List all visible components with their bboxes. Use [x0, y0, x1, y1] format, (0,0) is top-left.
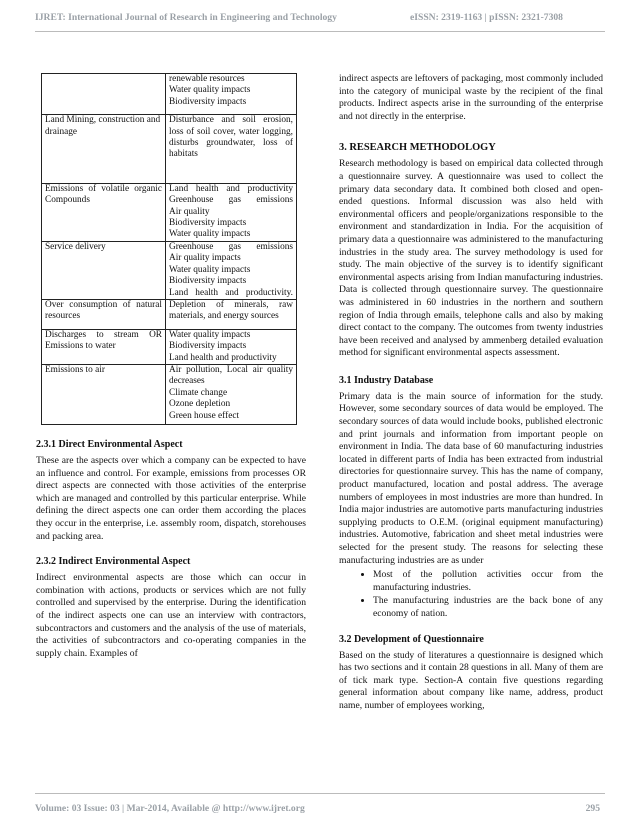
aspect-cell: Land Mining, construction and drainage	[42, 115, 166, 184]
impacts-cell: Water quality impacts Biodiversity impacts Land health and productivity	[166, 329, 297, 364]
aspect-cell: Discharges to stream OR Emissions to water	[42, 329, 166, 364]
section-3-text: Research methodology is based on empirical data collected through a questionnaire survey. A questionnaire was used to collect the primary data secondary data. It combined both closed and open-ended questions. Informal discussion was also held with environmental officers and people/organizations responsible to the environment and standardization in India. For the acquisition of primary data a questionnaire was administered to the manufacturing industries in the study area. The survey methodology is used for study. The main objective of the survey is to identify significant environmental aspects arising from Indian manufacturing industries. Data is collected through questionnaire survey. The questionnaire was administered in 60 industries in the northern and southern region of India through emails, telephone calls and also by making direct contact to the company. The outcomes from twenty industries have been received and analysed by ammenberg detailed evaluation method for significant environmental aspects assessment.	[339, 158, 603, 359]
section-3-2-text: Based on the study of literatures a questionnaire is designed which has two sections and it contain 28 questions in all. Many of them are of tick mark type. Section-A contain five questions regarding general information about company like name, address, product name, number of employees working,	[339, 649, 603, 711]
section-3-1-title: 3.1 Industry Database	[339, 374, 434, 386]
aspect-cell: Over consumption of natural resources	[42, 299, 166, 329]
reasons-list	[339, 569, 603, 620]
page-number: 295	[585, 803, 600, 814]
impacts-cell: Greenhouse gas emissions Air quality impacts Water quality impacts Biodiversity impacts Land health and productivity.	[166, 241, 297, 299]
volume-info: Volume: 03 Issue: 03 | Mar-2014, Available @ http://www.ijret.org	[35, 803, 305, 814]
impacts-cell: Air pollution, Local air quality decreases Climate change Ozone depletion Green house effect	[166, 364, 297, 424]
table-row	[42, 299, 297, 329]
impacts-cell: Depletion of minerals, raw materials, and energy sources	[166, 299, 297, 329]
list-item: • Most of the pollution activities occur from the manufacturing industries.	[373, 569, 603, 594]
table-row	[42, 74, 297, 115]
issn: eISSN: 2319-1163 | pISSN: 2321-7308	[410, 12, 563, 23]
header-rule	[35, 31, 605, 32]
section-2-3-2-text: Indirect environmental aspects are those which can occur in combination with actions, products or services which are not fully controlled and supervised by the enterprise. During the identification of the indirect aspects one can use an interview with contractors, subcontractors and customers and the analysis of the use of materials, the activities of subcontractors and co-operating companies in the supply chain. Examples of	[36, 572, 306, 659]
aspect-cell: Service delivery	[42, 241, 166, 299]
section-3-title: 3. RESEARCH METHODOLOGY	[339, 142, 496, 154]
table-row	[42, 364, 297, 424]
section-2-3-1-text: These are the aspects over which a company can be expected to have an influence and control. For example, emissions from processes OR direct aspects are connected with those activities of the enterprise which are managed and controlled by this particular enterprise. While defining the direct aspects one can order them according the places they occur in the enterprise, i.e. assembly room, dispatch, storehouses and packing area.	[36, 454, 306, 542]
continued-text: indirect aspects are leftovers of packaging, most commonly included into the category of municipal waste by the recipient of the final products. Indirect aspects arise in the surrounding of the enterprise and not directly in the enterprise.	[339, 73, 604, 122]
section-3-2-title: 3.2 Development of Questionnaire	[339, 633, 484, 645]
section-2-3-1-title: 2.3.1 Direct Environmental Aspect	[36, 438, 183, 450]
impacts-cell: Disturbance and soil erosion, loss of soil cover, water logging, disturbs groundwater, loss of habitats	[166, 115, 297, 184]
impacts-cell: Land health and productivity Greenhouse gas emissions Air quality Biodiversity impacts Water quality impacts	[166, 183, 297, 241]
aspect-cell: Emissions of volatile organic Compounds	[42, 183, 166, 241]
table-row	[42, 115, 297, 184]
left-column	[36, 73, 306, 672]
journal-title: IJRET: International Journal of Research in Engineering and Technology	[35, 12, 337, 23]
aspect-cell	[42, 74, 166, 115]
aspects-impacts-table	[41, 73, 297, 425]
section-2-3-2-title: 2.3.2 Indirect Environmental Aspect	[36, 556, 191, 568]
table-row	[42, 329, 297, 364]
footer-rule	[35, 793, 605, 794]
aspect-cell: Emissions to air	[42, 364, 166, 424]
right-column	[339, 73, 603, 725]
table-row	[42, 183, 297, 241]
page-footer	[35, 803, 600, 814]
table-row	[42, 241, 297, 299]
impacts-cell: renewable resources Water quality impacts Biodiversity impacts	[166, 74, 297, 115]
list-item: • The manufacturing industries are the back bone of any economy of nation.	[373, 595, 603, 620]
section-3-1-text: Primary data is the main source of information for the study. However, some secondary sources of data would be employed. The secondary sources of data would include books, published electronic and print journals and information from important people on environment in India. The data base of 60 manufacturing industries located in different parts of India has been extracted from industrial directories for questionnaire survey. This has the name of company, product manufactured, location and postal address. The average numbers of employees in most industries are more than hundred. In India major industries are automotive parts manufacturing industries supplying products to O.E.M. (original equipment manufacturing) industries. Automotive, fabrication and sheet metal industries were selected for the present study. The reasons for selecting these manufacturing industries are as under	[339, 390, 603, 566]
